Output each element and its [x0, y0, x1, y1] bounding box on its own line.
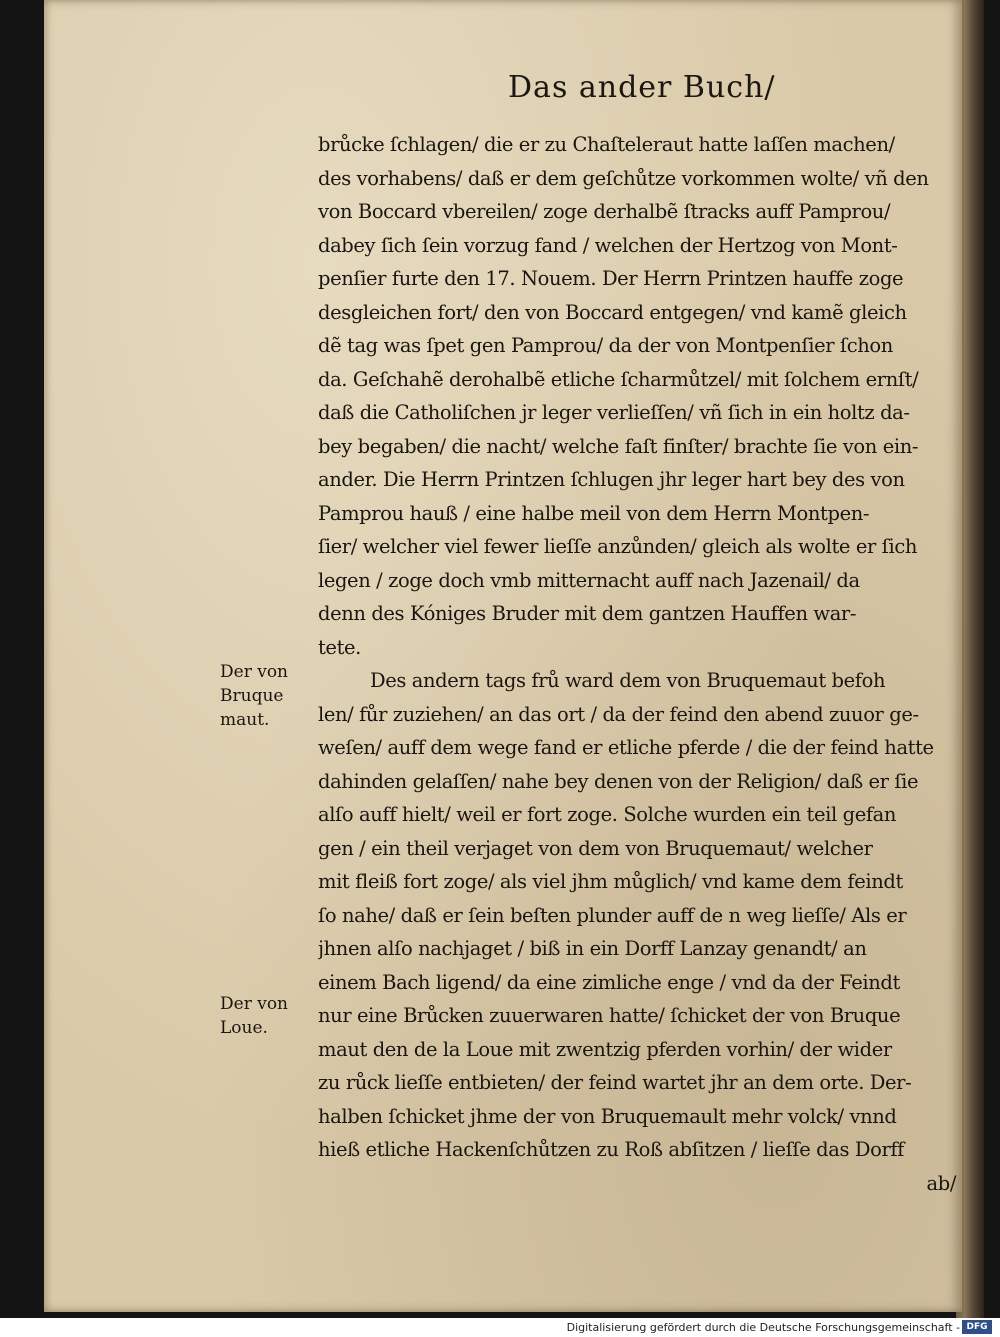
dfg-logo: DFG: [962, 1320, 992, 1334]
text-line: einem Bach ligend/ da eine zimliche enge / vnd da der Feindt: [318, 970, 900, 994]
paragraph-start-line: Des andern tags frů ward dem von Bruquemaut befoh: [370, 669, 886, 692]
text-line: dabey ſich ſein vorzug fand / welchen der Hertzog von Mont-: [318, 233, 898, 257]
text-line: ander. Die Herrn Printzen ſchlugen jhr leger hart bey des von: [318, 468, 905, 491]
margin-note-loue: [220, 992, 315, 1040]
text-line: jhnen alſo nachjaget / biß in ein Dorff Lanzay genandt/ an: [318, 937, 867, 960]
text-line: hieß etliche Hackenſchůtzen zu Roß abſitzen / lieſſe das Dorff: [318, 1138, 905, 1161]
text-line: von Boccard vbereilen/ zoge derhalbẽ ſtracks auff Pamprou/: [318, 200, 891, 223]
text-line: len/ fůr zuziehen/ an das ort / da der feind den abend zuuor ge-: [318, 702, 919, 726]
text-line: weſen/ auff dem wege fand er etliche pferde / die der feind hatte: [318, 736, 934, 759]
margin-note-line: Loue.: [220, 1018, 268, 1038]
margin-note-line: Bruque: [220, 686, 284, 706]
text-line: Pamprou hauß / eine halbe meil von dem Herrn Montpen-: [318, 501, 870, 525]
margin-note-line: Der von: [220, 662, 289, 682]
margin-note-line: maut.: [220, 710, 270, 730]
text-line: brůcke ſchlagen/ die er zu Chaſteleraut hatte laſſen machen/: [318, 133, 895, 156]
text-line: ſo nahe/ daß er ſein beſten plunder auff de n weg lieſſe/ Als er: [318, 903, 907, 927]
body-text: [318, 128, 968, 1200]
text-line: penſier furte den 17. Nouem. Der Herrn Printzen hauffe zoge: [318, 267, 904, 290]
text-line: da. Geſchahẽ derohalbẽ etliche ſcharmůtzel/ mit ſolchem ernſt/: [318, 367, 919, 391]
text-line: denn des Kóniges Bruder mit dem gantzen Hauffen war-: [318, 602, 857, 625]
margin-note-bruquemaut: [220, 660, 315, 732]
text-line: bey begaben/ die nacht/ welche faſt finſter/ brachte ſie von ein-: [318, 434, 919, 458]
text-line: zu růck lieſſe entbieten/ der feind wartet jhr an dem orte. Der-: [318, 1071, 912, 1094]
text-line: halben ſchicket jhme der von Bruquemault mehr volck/ vnnd: [318, 1104, 897, 1128]
margin-note-line: Der von: [220, 994, 289, 1014]
text-line: legen / zoge doch vmb mitternacht auff nach Jazenail/ da: [318, 568, 860, 592]
text-line: nur eine Brůcken zuuerwaren hatte/ ſchicket der von Bruque: [318, 1004, 901, 1027]
text-line: dahinden gelaſſen/ nahe bey denen von der Religion/ daß er ſie: [318, 769, 919, 793]
text-line: tete.: [318, 635, 361, 659]
text-line: mit fleiß fort zoge/ als viel jhm můglich/ vnd kame dem feindt: [318, 870, 903, 893]
text-line: desgleichen fort/ den von Boccard entgegen/ vnd kamẽ gleich: [318, 300, 907, 324]
text-line: alſo auff hielt/ weil er fort zoge. Solche wurden ein teil gefan: [318, 803, 897, 826]
running-head: Das ander Buch/: [508, 70, 776, 105]
catchword: ab/: [926, 1171, 956, 1195]
text-line: daß die Catholiſchen jr leger verlieſſen/ vñ ſich in ein holtz da-: [318, 401, 910, 424]
text-line: dẽ tag was ſpet gen Pamprou/ da der von Montpenſier ſchon: [318, 334, 893, 357]
text-line: ſier/ welcher viel fewer lieſſe anzůnden/ gleich als wolte er ſich: [318, 535, 918, 558]
text-line: gen / ein theil verjaget von dem von Bruquemaut/ welcher: [318, 836, 873, 860]
funding-credit: Digitalisierung gefördert durch die Deutsche Forschungsgemeinschaft -: [566, 1321, 960, 1334]
text-line: maut den de la Loue mit zwentzig pferden vorhin/ der wider: [318, 1037, 892, 1061]
text-line: des vorhabens/ daß er dem geſchůtze vorkommen wolte/ vñ den: [318, 166, 929, 190]
